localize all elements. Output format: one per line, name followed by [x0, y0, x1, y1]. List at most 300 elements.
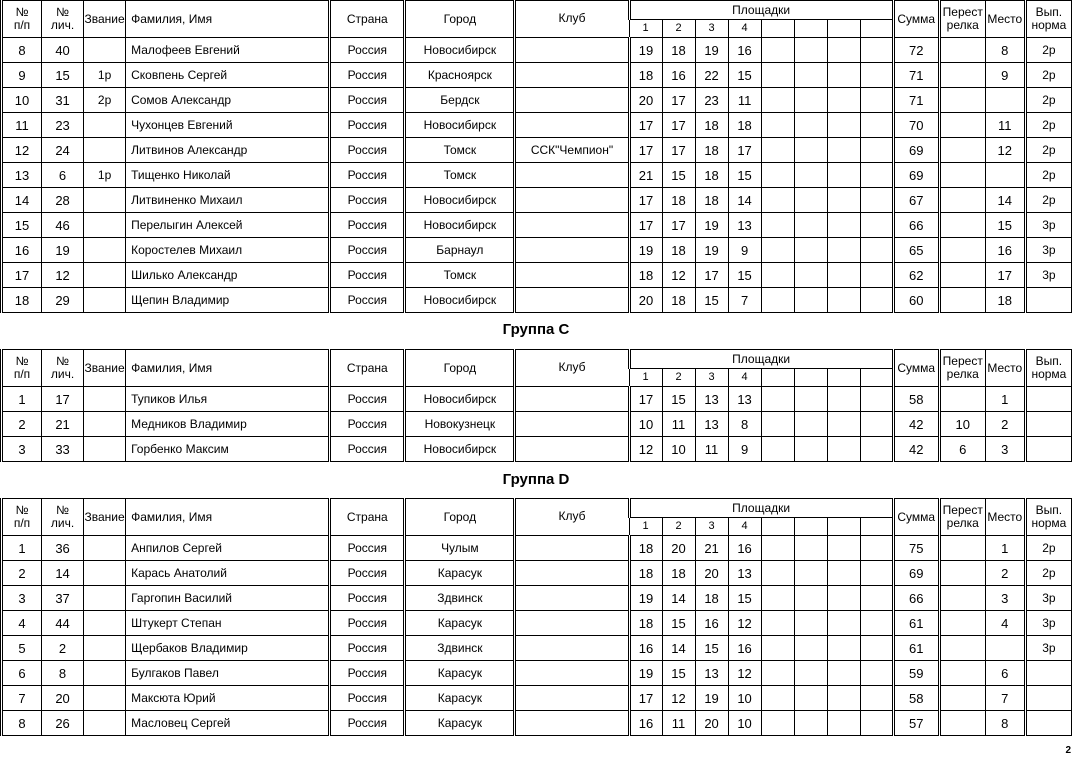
court-number-header: [761, 20, 794, 38]
cell-num: 7: [2, 686, 42, 711]
cell-num: 6: [2, 661, 42, 686]
table-row: [2, 188, 1072, 213]
cell-score-empty: [794, 188, 827, 213]
cell-num: 12: [2, 138, 42, 163]
court-number-header: 4: [728, 20, 761, 38]
cell-sum: 75: [893, 536, 939, 561]
court-number-header: [860, 20, 893, 38]
cell-club: [515, 288, 629, 313]
cell-score: 17: [629, 188, 662, 213]
cell-country: Россия: [330, 163, 405, 188]
group-title-c: Группа C: [502, 321, 570, 338]
cell-score: 20: [695, 561, 728, 586]
cell-reshoot: [939, 711, 985, 736]
cell-score: 17: [629, 213, 662, 238]
cell-score-empty: [860, 412, 893, 437]
cell-score: 18: [629, 536, 662, 561]
cell-num: 10: [2, 88, 42, 113]
cell-reshoot: [939, 536, 985, 561]
col-header-norm: Вып. норма: [1025, 1, 1071, 38]
cell-club: [515, 412, 629, 437]
cell-num: 16: [2, 238, 42, 263]
table-row: [2, 437, 1072, 462]
cell-place: 8: [985, 711, 1025, 736]
col-header-country: Страна: [330, 1, 405, 38]
cell-sum: 61: [893, 636, 939, 661]
col-header-courts: Площадки: [629, 1, 893, 20]
cell-score-empty: [860, 536, 893, 561]
col-header-rank: Звание: [84, 499, 126, 536]
cell-score: 12: [662, 686, 695, 711]
court-number-header: 2: [662, 518, 695, 536]
cell-country: Россия: [330, 238, 405, 263]
col-header-name: Фамилия, Имя: [126, 499, 330, 536]
col-header-reshoot: Перест релка: [939, 1, 985, 38]
cell-score: 18: [695, 138, 728, 163]
cell-license: 29: [42, 288, 84, 313]
cell-reshoot: 6: [939, 437, 985, 462]
cell-city: Новосибирск: [405, 38, 515, 63]
cell-sum: 66: [893, 586, 939, 611]
col-header-name: Фамилия, Имя: [126, 350, 330, 387]
cell-sum: 66: [893, 213, 939, 238]
cell-rank: [84, 661, 126, 686]
cell-num: 5: [2, 636, 42, 661]
court-number-header: [761, 518, 794, 536]
cell-norm: [1025, 288, 1071, 313]
cell-name: Литвиненко Михаил: [126, 188, 330, 213]
cell-sum: 58: [893, 387, 939, 412]
cell-score-empty: [794, 636, 827, 661]
court-number-header: [794, 369, 827, 387]
cell-country: Россия: [330, 38, 405, 63]
cell-score: 10: [728, 711, 761, 736]
cell-rank: [84, 263, 126, 288]
cell-score: 12: [662, 263, 695, 288]
cell-score-empty: [761, 437, 794, 462]
cell-reshoot: [939, 238, 985, 263]
cell-city: Чулым: [405, 536, 515, 561]
cell-city: Карасук: [405, 686, 515, 711]
cell-place: [985, 636, 1025, 661]
col-header-club: Клуб: [515, 1, 629, 38]
cell-score-empty: [761, 636, 794, 661]
cell-num: 8: [2, 711, 42, 736]
cell-license: 19: [42, 238, 84, 263]
cell-sum: 67: [893, 188, 939, 213]
cell-name: Горбенко Максим: [126, 437, 330, 462]
cell-rank: [84, 586, 126, 611]
cell-norm: 3р: [1025, 586, 1071, 611]
cell-score: 15: [728, 163, 761, 188]
cell-score: 17: [662, 138, 695, 163]
cell-score: 17: [629, 138, 662, 163]
cell-place: 6: [985, 661, 1025, 686]
cell-score-empty: [827, 188, 860, 213]
cell-country: Россия: [330, 536, 405, 561]
table-row: [2, 238, 1072, 263]
cell-score-empty: [860, 561, 893, 586]
cell-city: Новосибирск: [405, 437, 515, 462]
results-table-group-b: [0, 0, 1072, 313]
cell-score: 18: [695, 586, 728, 611]
cell-license: 37: [42, 586, 84, 611]
cell-score: 19: [629, 238, 662, 263]
cell-club: [515, 238, 629, 263]
cell-norm: 3р: [1025, 263, 1071, 288]
cell-score-empty: [761, 138, 794, 163]
cell-score-empty: [794, 387, 827, 412]
cell-sum: 42: [893, 437, 939, 462]
col-header-city: Город: [405, 499, 515, 536]
court-number-header: [794, 20, 827, 38]
cell-score: 19: [695, 238, 728, 263]
cell-sum: 58: [893, 686, 939, 711]
cell-score-empty: [794, 711, 827, 736]
cell-city: Карасук: [405, 561, 515, 586]
cell-reshoot: [939, 661, 985, 686]
cell-norm: [1025, 412, 1071, 437]
court-number-header: 3: [695, 20, 728, 38]
cell-score-empty: [761, 536, 794, 561]
cell-city: Новосибирск: [405, 213, 515, 238]
col-header-rank: Звание: [84, 350, 126, 387]
cell-city: Карасук: [405, 711, 515, 736]
cell-city: Карасук: [405, 611, 515, 636]
cell-name: Медников Владимир: [126, 412, 330, 437]
cell-club: [515, 88, 629, 113]
col-header-num: № п/п: [2, 499, 42, 536]
cell-sum: 69: [893, 163, 939, 188]
table-row: [2, 163, 1072, 188]
cell-score-empty: [794, 686, 827, 711]
table-row: [2, 686, 1072, 711]
cell-score: 18: [662, 288, 695, 313]
cell-sum: 60: [893, 288, 939, 313]
cell-score: 18: [695, 113, 728, 138]
cell-city: Новосибирск: [405, 188, 515, 213]
cell-country: Россия: [330, 711, 405, 736]
group-title-d: Группа D: [502, 471, 570, 488]
cell-score: 9: [728, 238, 761, 263]
col-header-club: Клуб: [515, 350, 629, 387]
col-header-norm: Вып. норма: [1025, 350, 1071, 387]
cell-place: 18: [985, 288, 1025, 313]
court-number-header: [794, 518, 827, 536]
cell-score-empty: [761, 63, 794, 88]
cell-score-empty: [827, 263, 860, 288]
court-number-header: [860, 369, 893, 387]
col-header-license: № лич.: [42, 1, 84, 38]
cell-license: 44: [42, 611, 84, 636]
table-row: [2, 263, 1072, 288]
col-header-reshoot: Перест релка: [939, 499, 985, 536]
cell-place: 3: [985, 586, 1025, 611]
cell-city: Новосибирск: [405, 113, 515, 138]
cell-name: Литвинов Александр: [126, 138, 330, 163]
cell-license: 6: [42, 163, 84, 188]
col-header-norm: Вып. норма: [1025, 499, 1071, 536]
cell-rank: [84, 561, 126, 586]
cell-score: 22: [695, 63, 728, 88]
cell-club: [515, 213, 629, 238]
cell-score-empty: [860, 38, 893, 63]
cell-score: 20: [662, 536, 695, 561]
cell-norm: 3р: [1025, 636, 1071, 661]
court-number-header: 2: [662, 369, 695, 387]
cell-sum: 69: [893, 561, 939, 586]
col-header-place: Место: [985, 350, 1025, 387]
cell-city: Красноярск: [405, 63, 515, 88]
cell-sum: 69: [893, 138, 939, 163]
cell-score-empty: [794, 38, 827, 63]
cell-score-empty: [860, 686, 893, 711]
cell-score: 20: [695, 711, 728, 736]
cell-reshoot: [939, 213, 985, 238]
cell-score: 13: [728, 561, 761, 586]
cell-norm: 3р: [1025, 611, 1071, 636]
cell-score-empty: [794, 288, 827, 313]
cell-name: Малофеев Евгений: [126, 38, 330, 63]
court-number-header: [827, 518, 860, 536]
cell-license: 31: [42, 88, 84, 113]
cell-country: Россия: [330, 188, 405, 213]
cell-score: 18: [662, 188, 695, 213]
cell-num: 1: [2, 536, 42, 561]
cell-country: Россия: [330, 288, 405, 313]
cell-city: Карасук: [405, 661, 515, 686]
col-header-place: Место: [985, 1, 1025, 38]
cell-name: Карась Анатолий: [126, 561, 330, 586]
cell-country: Россия: [330, 661, 405, 686]
cell-club: [515, 561, 629, 586]
cell-score-empty: [794, 586, 827, 611]
col-header-name: Фамилия, Имя: [126, 1, 330, 38]
table-row: [2, 536, 1072, 561]
cell-score-empty: [827, 536, 860, 561]
court-number-header: [860, 518, 893, 536]
cell-score: 14: [728, 188, 761, 213]
cell-score: 11: [662, 412, 695, 437]
cell-country: Россия: [330, 213, 405, 238]
cell-score: 16: [662, 63, 695, 88]
cell-rank: 1р: [84, 63, 126, 88]
cell-score: 21: [629, 163, 662, 188]
cell-sum: 42: [893, 412, 939, 437]
cell-place: [985, 163, 1025, 188]
table-row: [2, 38, 1072, 63]
court-number-header: [827, 20, 860, 38]
cell-score-empty: [761, 561, 794, 586]
cell-score: 11: [662, 711, 695, 736]
cell-score: 15: [728, 263, 761, 288]
cell-score: 12: [728, 611, 761, 636]
cell-name: Щербаков Владимир: [126, 636, 330, 661]
cell-reshoot: [939, 63, 985, 88]
cell-score-empty: [794, 63, 827, 88]
cell-score-empty: [794, 611, 827, 636]
results-table-group-d: [0, 498, 1072, 736]
table-row: [2, 711, 1072, 736]
cell-city: Новосибирск: [405, 387, 515, 412]
cell-country: Россия: [330, 437, 405, 462]
cell-reshoot: [939, 387, 985, 412]
cell-score-empty: [827, 561, 860, 586]
cell-score: 14: [662, 586, 695, 611]
cell-club: [515, 163, 629, 188]
cell-score: 11: [695, 437, 728, 462]
cell-score-empty: [860, 213, 893, 238]
cell-club: [515, 636, 629, 661]
cell-num: 2: [2, 412, 42, 437]
cell-score-empty: [761, 88, 794, 113]
cell-city: Новосибирск: [405, 288, 515, 313]
table-row: [2, 387, 1072, 412]
cell-sum: 72: [893, 38, 939, 63]
col-header-city: Город: [405, 1, 515, 38]
cell-score-empty: [761, 611, 794, 636]
cell-license: 40: [42, 38, 84, 63]
cell-country: Россия: [330, 387, 405, 412]
court-number-header: [761, 369, 794, 387]
cell-country: Россия: [330, 113, 405, 138]
cell-score: 18: [728, 113, 761, 138]
cell-sum: 71: [893, 63, 939, 88]
cell-num: 14: [2, 188, 42, 213]
cell-score-empty: [827, 661, 860, 686]
cell-score: 19: [629, 586, 662, 611]
cell-license: 21: [42, 412, 84, 437]
cell-score: 15: [695, 288, 728, 313]
cell-place: 3: [985, 437, 1025, 462]
cell-license: 36: [42, 536, 84, 561]
cell-norm: 2р: [1025, 63, 1071, 88]
cell-license: 20: [42, 686, 84, 711]
cell-license: 26: [42, 711, 84, 736]
cell-norm: 3р: [1025, 238, 1071, 263]
cell-license: 8: [42, 661, 84, 686]
cell-sum: 57: [893, 711, 939, 736]
cell-score: 15: [662, 387, 695, 412]
cell-rank: [84, 213, 126, 238]
col-header-courts: Площадки: [629, 499, 893, 518]
cell-score-empty: [860, 586, 893, 611]
cell-score: 16: [629, 711, 662, 736]
cell-score-empty: [827, 387, 860, 412]
cell-score: 19: [629, 38, 662, 63]
cell-score-empty: [827, 88, 860, 113]
cell-score: 19: [695, 213, 728, 238]
cell-score-empty: [860, 63, 893, 88]
cell-country: Россия: [330, 412, 405, 437]
cell-score: 18: [662, 38, 695, 63]
cell-place: 12: [985, 138, 1025, 163]
table-row: [2, 63, 1072, 88]
cell-score-empty: [761, 586, 794, 611]
cell-sum: 70: [893, 113, 939, 138]
cell-reshoot: [939, 188, 985, 213]
col-header-city: Город: [405, 350, 515, 387]
cell-score-empty: [827, 138, 860, 163]
table-row: [2, 288, 1072, 313]
col-header-sum: Сумма: [893, 499, 939, 536]
cell-club: [515, 188, 629, 213]
court-number-header: 4: [728, 518, 761, 536]
cell-place: 17: [985, 263, 1025, 288]
cell-score: 10: [629, 412, 662, 437]
cell-place: 1: [985, 387, 1025, 412]
cell-score: 17: [662, 113, 695, 138]
col-header-courts: Площадки: [629, 350, 893, 369]
cell-score-empty: [761, 238, 794, 263]
cell-score-empty: [761, 213, 794, 238]
cell-score: 16: [728, 38, 761, 63]
cell-score: 12: [728, 661, 761, 686]
cell-score-empty: [794, 561, 827, 586]
page-number: 2: [1065, 745, 1071, 756]
cell-reshoot: [939, 163, 985, 188]
cell-score: 8: [728, 412, 761, 437]
cell-club: [515, 536, 629, 561]
cell-score-empty: [761, 686, 794, 711]
cell-score: 18: [662, 238, 695, 263]
court-number-header: 1: [629, 518, 662, 536]
cell-country: Россия: [330, 561, 405, 586]
cell-sum: 65: [893, 238, 939, 263]
cell-name: Коростелев Михаил: [126, 238, 330, 263]
cell-rank: [84, 113, 126, 138]
cell-city: Здвинск: [405, 636, 515, 661]
court-number-header: 2: [662, 20, 695, 38]
cell-score: 10: [728, 686, 761, 711]
cell-score-empty: [860, 138, 893, 163]
cell-score: 16: [629, 636, 662, 661]
cell-num: 13: [2, 163, 42, 188]
cell-score-empty: [827, 163, 860, 188]
cell-score-empty: [761, 188, 794, 213]
cell-club: [515, 113, 629, 138]
cell-reshoot: [939, 263, 985, 288]
cell-score: 17: [695, 263, 728, 288]
cell-name: Сковпень Сергей: [126, 63, 330, 88]
cell-rank: [84, 686, 126, 711]
cell-place: 1: [985, 536, 1025, 561]
col-header-rank: Звание: [84, 1, 126, 38]
cell-score-empty: [794, 661, 827, 686]
cell-rank: [84, 188, 126, 213]
cell-license: 33: [42, 437, 84, 462]
cell-score: 16: [728, 536, 761, 561]
cell-score-empty: [827, 611, 860, 636]
table-row: [2, 213, 1072, 238]
cell-rank: [84, 636, 126, 661]
cell-country: Россия: [330, 263, 405, 288]
results-table-group-c: [0, 349, 1072, 462]
cell-score: 20: [629, 288, 662, 313]
cell-score-empty: [794, 163, 827, 188]
cell-score-empty: [860, 188, 893, 213]
cell-name: Тупиков Илья: [126, 387, 330, 412]
cell-score-empty: [827, 686, 860, 711]
cell-score-empty: [827, 412, 860, 437]
cell-place: 15: [985, 213, 1025, 238]
cell-score: 12: [629, 437, 662, 462]
cell-license: 14: [42, 561, 84, 586]
col-header-club: Клуб: [515, 499, 629, 536]
cell-rank: 2р: [84, 88, 126, 113]
cell-country: Россия: [330, 636, 405, 661]
cell-reshoot: 10: [939, 412, 985, 437]
